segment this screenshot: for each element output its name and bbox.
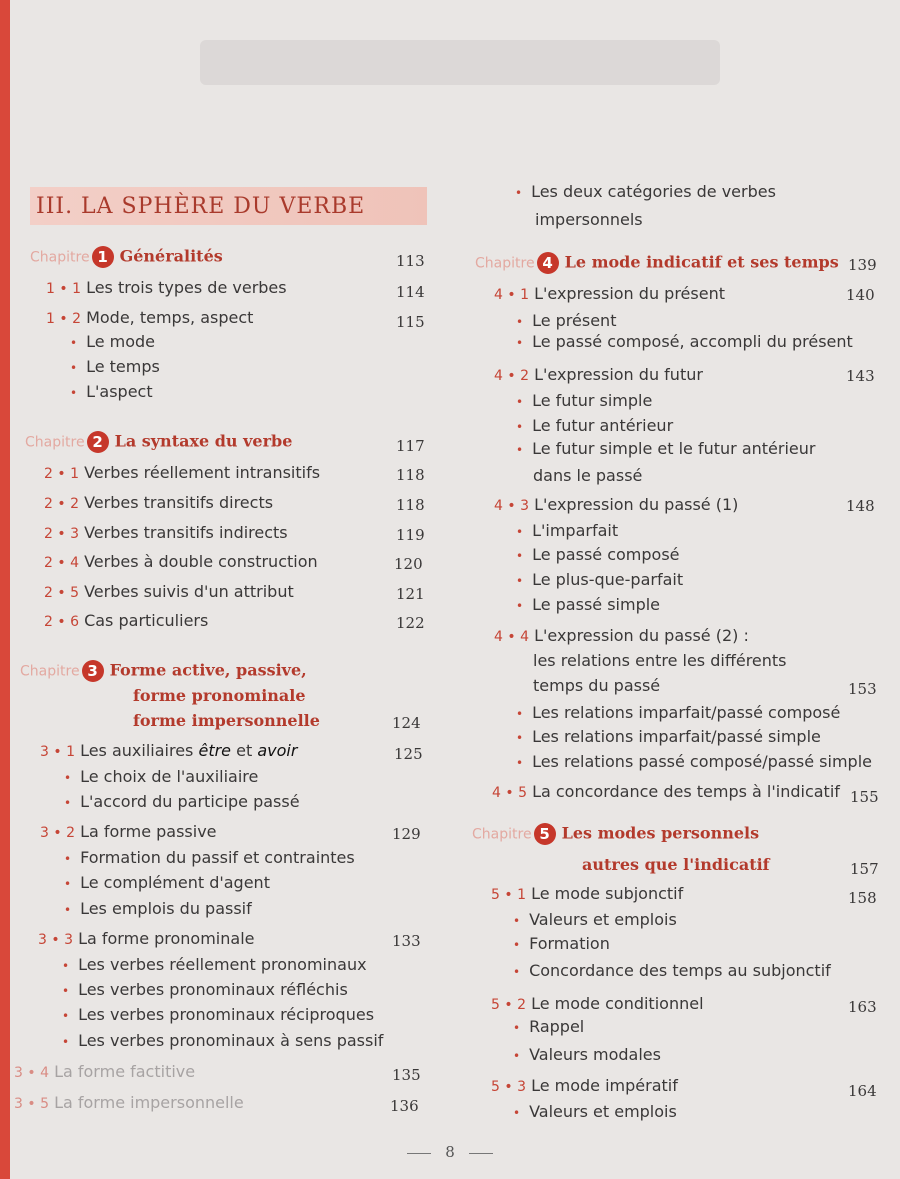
toc-entry[interactable]: [491, 884, 683, 903]
entry-text: et: [231, 741, 258, 760]
entry-page: 155: [850, 788, 879, 806]
toc-subitem[interactable]: • Le complément d'agent: [64, 873, 270, 892]
page-footer: [0, 1143, 900, 1161]
entry-text: Mode, temps, aspect: [86, 308, 254, 327]
toc-entry[interactable]: [491, 1076, 678, 1095]
entry-page: 121: [396, 585, 425, 603]
toc-subitem[interactable]: • Valeurs et emplois: [513, 1102, 677, 1121]
entry-number: 1 • 1: [46, 281, 81, 297]
entry-number: 3 • 3: [38, 932, 73, 948]
toc-entry[interactable]: [38, 929, 254, 948]
page-number: 8: [445, 1143, 455, 1161]
toc-entry[interactable]: [44, 611, 208, 630]
toc-entry[interactable]: [14, 1093, 244, 1112]
toc-subitem[interactable]: • L'imparfait: [516, 521, 618, 540]
toc-subitem[interactable]: • Le mode: [70, 332, 155, 351]
toc-subitem[interactable]: • Le présent: [516, 311, 616, 330]
toc-subitem[interactable]: • Les verbes réellement pronominaux: [62, 955, 367, 974]
toc-entry[interactable]: [40, 741, 297, 760]
toc-subitem[interactable]: • Le passé composé, accompli du présent: [516, 332, 853, 351]
toc-entry[interactable]: [46, 278, 287, 297]
chapter-4-page: 139: [848, 256, 877, 274]
entry-number: 5 • 3: [491, 1079, 526, 1095]
entry-text: Les auxiliaires: [80, 741, 199, 760]
toc-entry[interactable]: [40, 822, 217, 841]
chapter-4-heading[interactable]: [475, 252, 839, 274]
toc-entry[interactable]: [494, 365, 703, 384]
toc-entry[interactable]: [44, 463, 320, 482]
entry-text: L'expression du présent: [534, 284, 725, 303]
toc-subitem[interactable]: • Les relations imparfait/passé composé: [516, 703, 840, 722]
chapter-5-page: 157: [850, 860, 879, 878]
chapter-number-badge: 1: [92, 246, 114, 268]
toc-subitem[interactable]: • Le futur simple: [516, 391, 652, 410]
toc-subitem[interactable]: • L'aspect: [70, 382, 153, 401]
toc-entry[interactable]: [44, 523, 288, 542]
entry-number: 4 • 5: [492, 785, 527, 801]
toc-subitem[interactable]: • Formation du passif et contraintes: [64, 848, 355, 867]
entry-number: 4 • 3: [494, 498, 529, 514]
toc-entry[interactable]: [494, 495, 738, 514]
entry-number: 3 • 2: [40, 825, 75, 841]
toc-entry[interactable]: [492, 782, 840, 801]
chapter-3-page: 124: [392, 714, 421, 732]
entry-page: 114: [396, 283, 425, 301]
chapter-label: Chapitre: [20, 663, 80, 680]
entry-text: La concordance des temps à l'indicatif: [532, 782, 840, 801]
entry-text: L'expression du passé (1): [534, 495, 739, 514]
toc-subitem[interactable]: • Les relations passé composé/passé simple: [516, 752, 872, 771]
entry-text: Les trois types de verbes: [86, 278, 287, 297]
chapter-2-heading[interactable]: [25, 431, 292, 453]
chapter-number-badge: 2: [87, 431, 109, 453]
chapter-title-line: forme pronominale: [133, 686, 306, 705]
chapter-title: La syntaxe du verbe: [114, 431, 293, 451]
toc-subitem[interactable]: • Le choix de l'auxiliaire: [64, 767, 258, 786]
toc-subitem[interactable]: • Rappel: [513, 1017, 584, 1036]
chapter-label: Chapitre: [30, 249, 90, 266]
toc-subitem[interactable]: • Les verbes pronominaux réfléchis: [62, 980, 348, 999]
toc-subitem[interactable]: • Le passé composé: [516, 545, 680, 564]
toc-subitem[interactable]: • L'accord du participe passé: [64, 792, 300, 811]
entry-page: 133: [392, 932, 421, 950]
entry-text: Cas particuliers: [84, 611, 209, 630]
entry-number: 2 • 4: [44, 555, 79, 571]
entry-text: Le mode subjonctif: [531, 884, 684, 903]
chapter-number-badge: 3: [82, 660, 104, 682]
toc-entry[interactable]: [14, 1062, 195, 1081]
entry-text: L'expression du passé (2) :: [534, 626, 749, 645]
entry-text-italic: être: [198, 741, 232, 760]
chapter-label: Chapitre: [25, 434, 85, 451]
chapter-title: Le mode indicatif et ses temps: [564, 252, 839, 272]
entry-number: 3 • 5: [14, 1096, 49, 1112]
toc-subitem[interactable]: • Le plus-que-parfait: [516, 570, 683, 589]
entry-number: 4 • 4: [494, 629, 529, 645]
entry-page: 129: [392, 825, 421, 843]
entry-text: L'expression du futur: [534, 365, 703, 384]
toc-subitem-continuation[interactable]: impersonnels: [535, 210, 643, 229]
entry-page: 118: [396, 466, 425, 484]
chapter-number-badge: 5: [534, 823, 556, 845]
toc-entry[interactable]: [44, 552, 318, 571]
entry-page: 118: [396, 496, 425, 514]
chapter-2-page: 117: [396, 437, 425, 455]
entry-text-continuation: temps du passé: [533, 676, 661, 695]
entry-text: La forme pronominale: [78, 929, 255, 948]
chapter-1-heading[interactable]: [30, 246, 223, 268]
toc-subitem[interactable]: • Formation: [513, 934, 610, 953]
chapter-number-badge: 4: [537, 252, 559, 274]
entry-text: Verbes transitifs directs: [84, 493, 274, 512]
entry-number: 2 • 1: [44, 466, 79, 482]
entry-page: 136: [390, 1097, 419, 1115]
chapter-label: Chapitre: [472, 826, 532, 843]
entry-text: Verbes transitifs indirects: [84, 523, 288, 542]
entry-page: 119: [396, 526, 425, 544]
entry-text: La forme passive: [80, 822, 217, 841]
chapter-5-heading[interactable]: [472, 823, 759, 845]
chapter-title-line: autres que l'indicatif: [582, 855, 770, 874]
chapter-1-page: 113: [396, 252, 425, 270]
page-edge: [0, 0, 10, 1179]
toc-subitem-continuation[interactable]: dans le passé: [533, 466, 643, 485]
entry-number: 2 • 2: [44, 496, 79, 512]
entry-number: 3 • 4: [14, 1065, 49, 1081]
toc-entry[interactable]: [494, 626, 749, 645]
entry-page: 120: [394, 555, 423, 573]
entry-text-continuation: les relations entre les différents: [533, 651, 787, 670]
toc-entry[interactable]: [44, 582, 294, 601]
toc-subitem[interactable]: • Concordance des temps au subjonctif: [513, 961, 831, 980]
chapter-title-line: forme impersonnelle: [133, 711, 320, 730]
entry-page: 164: [848, 1082, 877, 1100]
entry-page: 125: [394, 745, 423, 763]
entry-number: 2 • 3: [44, 526, 79, 542]
toc-entry[interactable]: [491, 994, 704, 1013]
entry-page: 148: [846, 497, 875, 515]
entry-number: 2 • 5: [44, 585, 79, 601]
toc-subitem[interactable]: • Les relations imparfait/passé simple: [516, 727, 821, 746]
footer-dash: [407, 1153, 431, 1154]
entry-text: La forme factitive: [54, 1062, 196, 1081]
chapter-title-line: Forme active, passive,: [109, 660, 307, 680]
entry-page: 115: [396, 313, 425, 331]
toc-entry[interactable]: [494, 284, 725, 303]
entry-page: 143: [846, 367, 875, 385]
toc-subitem[interactable]: • Le futur simple et le futur antérieur: [516, 439, 815, 458]
entry-text: Verbes suivis d'un attribut: [84, 582, 294, 601]
entry-page: 135: [392, 1066, 421, 1084]
entry-number: 5 • 1: [491, 887, 526, 903]
entry-page: 153: [848, 680, 877, 698]
entry-number: 2 • 6: [44, 614, 79, 630]
toc-subitem[interactable]: • Valeurs et emplois: [513, 910, 677, 929]
entry-number: 3 • 1: [40, 744, 75, 760]
entry-number: 5 • 2: [491, 997, 526, 1013]
chapter-label: Chapitre: [475, 255, 535, 272]
toc-subitem[interactable]: • Le futur antérieur: [516, 416, 673, 435]
toc-subitem[interactable]: • Le temps: [70, 357, 160, 376]
entry-page: 122: [396, 614, 425, 632]
toc-subitem[interactable]: • Les verbes pronominaux réciproques: [62, 1005, 374, 1024]
entry-text-italic: avoir: [257, 741, 298, 760]
chapter-title: Généralités: [119, 246, 223, 266]
entry-page: 158: [848, 889, 877, 907]
toc-subitem[interactable]: • Valeurs modales: [513, 1045, 661, 1064]
toc-subitem[interactable]: • Le passé simple: [516, 595, 660, 614]
chapter-title-line: Les modes personnels: [561, 823, 760, 843]
entry-text: Le mode impératif: [531, 1076, 678, 1095]
chapter-3-heading[interactable]: [20, 660, 307, 682]
blurred-header: [200, 40, 720, 85]
toc-entry[interactable]: [44, 493, 273, 512]
entry-text: La forme impersonnelle: [54, 1093, 244, 1112]
entry-number: 4 • 1: [494, 287, 529, 303]
toc-subitem[interactable]: • Les emplois du passif: [64, 899, 252, 918]
entry-text: Le mode conditionnel: [531, 994, 704, 1013]
entry-page: 140: [846, 286, 875, 304]
entry-text: Verbes à double construction: [84, 552, 318, 571]
toc-entry[interactable]: [46, 308, 253, 327]
entry-number: 4 • 2: [494, 368, 529, 384]
section-title: III. LA SPHÈRE DU VERBE: [36, 194, 366, 219]
toc-subitem[interactable]: • Les deux catégories de verbes: [515, 182, 776, 201]
entry-text: Verbes réellement intransitifs: [84, 463, 321, 482]
entry-number: 1 • 2: [46, 311, 81, 327]
footer-dash: [469, 1153, 493, 1154]
entry-page: 163: [848, 998, 877, 1016]
toc-subitem[interactable]: • Les verbes pronominaux à sens passif: [62, 1031, 383, 1050]
